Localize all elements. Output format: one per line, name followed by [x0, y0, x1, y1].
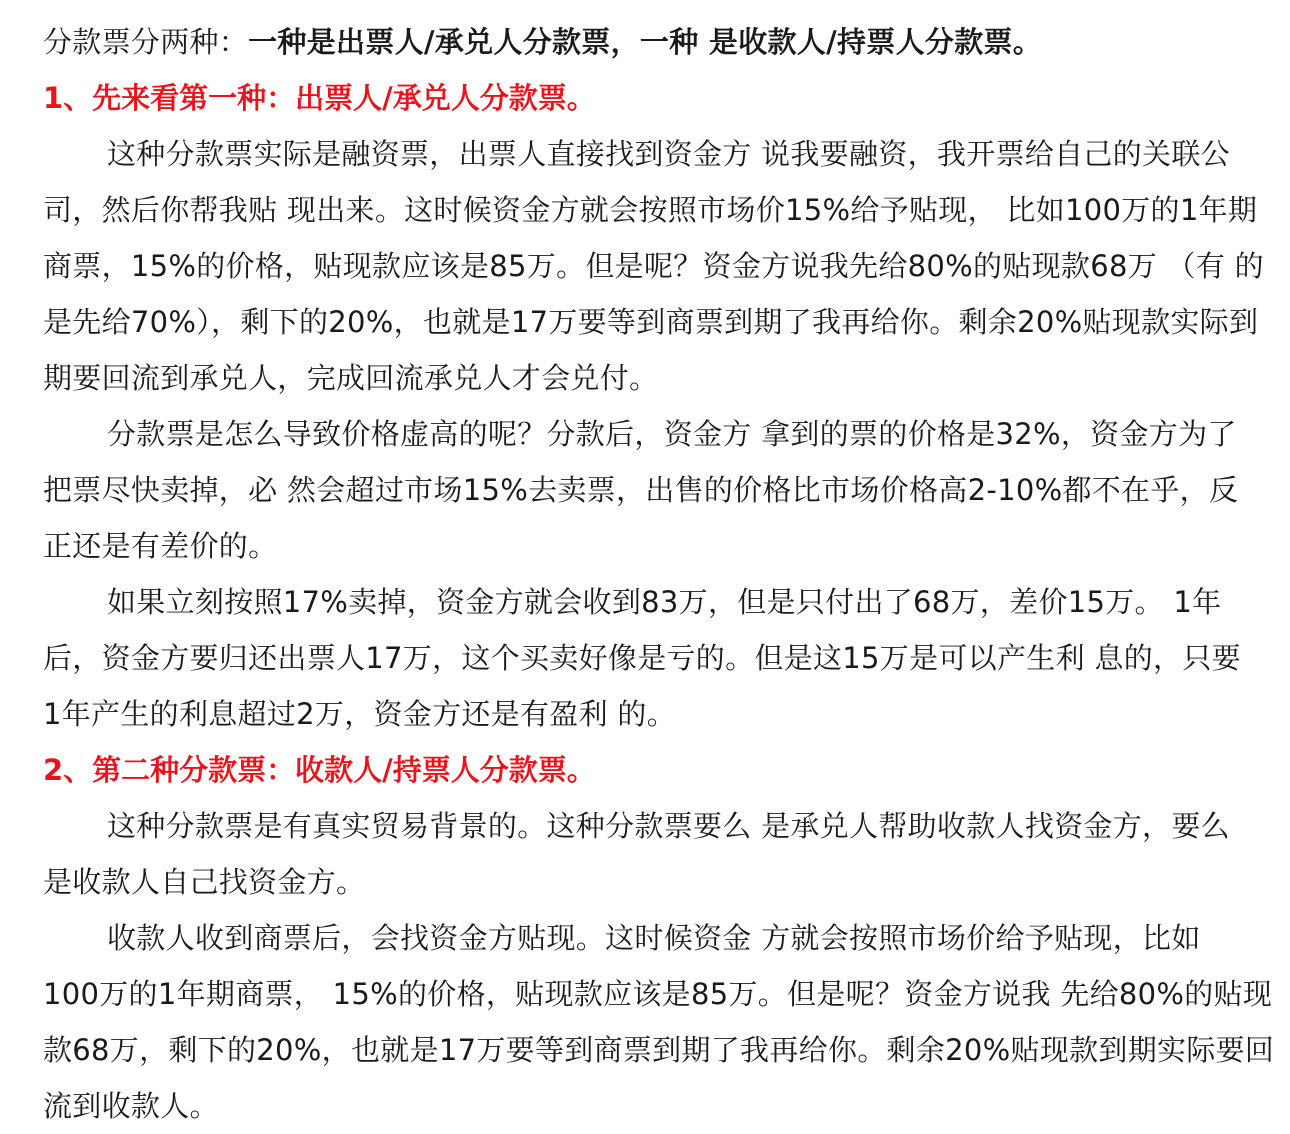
paragraph-line: 是收款人自己找资金方。 [43, 865, 366, 899]
paragraph-line: 收款人收到商票后，会找资金方贴现。这时候资金 方就会按照市场价给予贴现，比如 [107, 921, 1201, 955]
paragraph-line: 这种分款票是有真实贸易背景的。这种分款票要么 是承兑人帮助收款人找资金方，要么 [107, 809, 1230, 843]
section-1-paragraph-1 [43, 126, 1264, 406]
section-1-paragraph-2 [43, 406, 1255, 574]
paragraph-line: 如果立刻按照17%卖掉，资金方就会收到83万，但是只付出了68万，差价15万。 1年 [107, 585, 1222, 619]
paragraph-line: 司，然后你帮我贴 现出来。这时候资金方就会按照市场价15%给予贴现， 比如100万的1年期 [43, 193, 1258, 227]
paragraph-line: 款68万，剩下的20%，也就是17万要等到商票到期了我再给你。剩余20%贴现款到期实际要回 [43, 1033, 1275, 1067]
paragraph-line: 是先给70%），剩下的20%，也就是17万要等到商票到期了我再给你。剩余20%贴现款实际到 [43, 305, 1259, 339]
intro-lead: 分款票分两种： [43, 25, 249, 59]
article [43, 14, 1275, 1134]
paragraph-line: 期要回流到承兑人，完成回流承兑人才会兑付。 [43, 361, 659, 395]
intro-line [43, 14, 1255, 70]
paragraph-line: 1年产生的利息超过2万，资金方还是有盈利 的。 [43, 697, 677, 731]
paragraph-line: 分款票是怎么导致价格虚高的呢？分款后，资金方 拿到的票的价格是32%，资金方为了 [107, 417, 1237, 451]
paragraph-line: 后，资金方要归还出票人17万，这个买卖好像是亏的。但是这15万是可以产生利 息的，只要 [43, 641, 1241, 675]
section-1-heading: 1、先来看第一种：出票人/承兑人分款票。 [43, 81, 596, 115]
section-2-paragraph-1 [43, 798, 1255, 910]
paragraph-line: 100万的1年期商票， 15%的价格，贴现款应该是85万。但是呢？资金方说我 先给80%的贴现 [43, 977, 1273, 1011]
section-2-paragraph-2 [43, 910, 1275, 1134]
paragraph-line: 正还是有差价的。 [43, 529, 278, 563]
paragraph-line: 把票尽快卖掉，必 然会超过市场15%去卖票，出售的价格比市场价格高2-10%都不在乎，反 [43, 473, 1239, 507]
paragraph-line: 商票，15%的价格，贴现款应该是85万。但是呢？资金方说我先给80%的贴现款68万 （有 的 [43, 249, 1264, 283]
paragraph-line: 这种分款票实际是融资票，出票人直接找到资金方 说我要融资，我开票给自己的关联公 [107, 137, 1230, 171]
section-1-paragraph-3 [43, 574, 1255, 742]
intro-emphasis: 一种是出票人/承兑人分款票，一种 是收款人/持票人分款票。 [248, 25, 1043, 59]
paragraph-line: 流到收款人。 [43, 1089, 219, 1123]
section-2-heading: 2、第二种分款票：收款人/持票人分款票。 [43, 753, 596, 787]
